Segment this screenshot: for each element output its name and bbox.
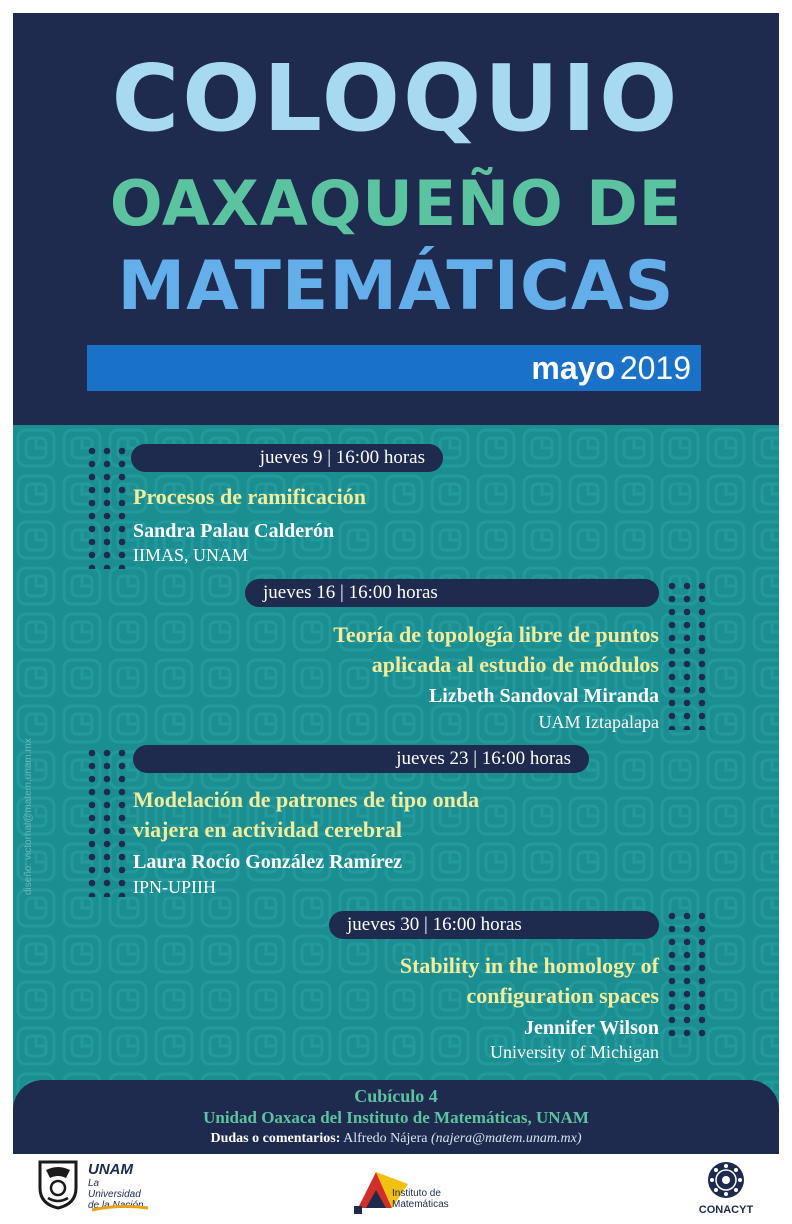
logo-strip — [0, 1154, 792, 1224]
dot — [119, 461, 126, 468]
session-3-affiliation: IPN-UPIIH — [133, 877, 216, 897]
dot — [684, 939, 691, 946]
dot — [684, 661, 691, 668]
unam-wordmark: UNAM — [88, 1161, 133, 1178]
dot — [699, 622, 706, 629]
dot — [89, 500, 96, 507]
dot — [669, 609, 676, 616]
dot — [119, 880, 126, 887]
dot — [699, 952, 706, 959]
dot — [104, 867, 111, 874]
dot — [669, 926, 676, 933]
dot — [89, 448, 96, 455]
dot — [684, 965, 691, 972]
dot — [119, 815, 126, 822]
footer-band — [13, 1080, 779, 1154]
dot — [104, 565, 111, 569]
dot — [119, 474, 126, 481]
dot — [89, 513, 96, 520]
session-3-speaker: Laura Rocío González Ramírez — [133, 851, 403, 873]
program-area — [13, 425, 779, 1145]
dot — [119, 500, 126, 507]
dot — [119, 487, 126, 494]
session-1-affiliation: IIMAS, UNAM — [133, 545, 249, 565]
dot — [89, 880, 96, 887]
dot — [89, 461, 96, 468]
dot — [104, 880, 111, 887]
dot — [89, 841, 96, 848]
dot — [684, 687, 691, 694]
dot — [104, 750, 111, 757]
dot — [104, 893, 111, 897]
dot — [89, 802, 96, 809]
dot — [669, 1004, 676, 1011]
dot — [89, 815, 96, 822]
dot — [104, 474, 111, 481]
dot — [684, 991, 691, 998]
dot — [684, 1017, 691, 1024]
session-1-title-line-1: Procesos de ramificación — [133, 484, 366, 509]
dot — [669, 913, 676, 920]
header-band — [13, 13, 779, 425]
dot — [669, 674, 676, 681]
dot — [684, 674, 691, 681]
unam-wordmark-logo — [88, 1162, 166, 1212]
dot — [104, 763, 111, 770]
dot — [669, 648, 676, 655]
dot — [669, 978, 676, 985]
year-label: 2019 — [619, 350, 691, 386]
session-2-speaker: Lizbeth Sandoval Miranda — [428, 685, 659, 707]
dot — [104, 854, 111, 861]
conacyt-label: CONACYT — [698, 1204, 754, 1216]
dot — [684, 583, 691, 590]
dot — [684, 952, 691, 959]
dot — [89, 539, 96, 546]
dot — [119, 789, 126, 796]
dot — [89, 565, 96, 569]
contact-name: Alfredo Nájera — [343, 1131, 428, 1146]
unam-underline-swoosh — [90, 1204, 150, 1212]
dot — [699, 635, 706, 642]
dot — [89, 487, 96, 494]
dot — [669, 726, 676, 730]
dot — [119, 526, 126, 533]
session-4-speaker: Jennifer Wilson — [523, 1017, 659, 1039]
dot — [699, 661, 706, 668]
dot — [119, 828, 126, 835]
dot — [119, 802, 126, 809]
dot — [104, 815, 111, 822]
dot — [89, 867, 96, 874]
dot — [104, 828, 111, 835]
session-3-date: jueves 23 | 16:00 horas — [396, 748, 571, 769]
dot — [669, 661, 676, 668]
dot — [119, 867, 126, 874]
dot — [669, 596, 676, 603]
dot — [89, 854, 96, 861]
contact-line — [13, 1131, 779, 1147]
dot — [684, 713, 691, 720]
dot — [699, 583, 706, 590]
dot — [104, 461, 111, 468]
dot-cluster-1 — [85, 445, 131, 569]
im-line-2: Matemáticas — [392, 1199, 449, 1210]
session-3-title-line-2: viajera en actividad cerebral — [133, 817, 403, 842]
contact-label: Dudas o comentarios: — [210, 1131, 341, 1146]
dot — [699, 1017, 706, 1024]
session-2-date: jueves 16 | 16:00 horas — [263, 582, 438, 603]
dot — [684, 622, 691, 629]
dot — [699, 674, 706, 681]
dot — [699, 1004, 706, 1011]
session-2-date-pill — [245, 579, 659, 607]
dot — [699, 965, 706, 972]
dot — [104, 500, 111, 507]
session-1-date: jueves 9 | 16:00 horas — [259, 447, 425, 468]
unam-shield-logo — [36, 1158, 80, 1210]
dot — [669, 991, 676, 998]
dot — [669, 583, 676, 590]
dot — [119, 841, 126, 848]
dot — [119, 448, 126, 455]
dot — [119, 776, 126, 783]
session-3-title-line-1: Modelación de patrones de tipo onda — [133, 787, 480, 812]
im-label — [392, 1188, 449, 1210]
month-label: mayo — [531, 350, 615, 386]
session-1-title — [133, 482, 366, 512]
dot-cluster-3 — [85, 747, 131, 897]
unam-motto: La Universidad de la Nación — [88, 1178, 144, 1211]
title-line-3: MATEMÁTICAS — [117, 247, 675, 326]
dot — [699, 978, 706, 985]
session-3-date-pill — [133, 745, 589, 773]
session-3-title — [133, 785, 479, 845]
dot — [104, 776, 111, 783]
date-bar — [87, 345, 701, 391]
dot — [669, 939, 676, 946]
session-4-title-line-1: Stability in the homology of — [399, 953, 659, 978]
dot — [669, 952, 676, 959]
dot — [104, 448, 111, 455]
dot — [684, 596, 691, 603]
dot — [699, 913, 706, 920]
dot — [699, 609, 706, 616]
dot — [89, 750, 96, 757]
dot — [699, 687, 706, 694]
dot — [119, 552, 126, 559]
session-4-title-line-2: configuration spaces — [466, 983, 659, 1008]
conacyt-emblem-logo — [706, 1160, 746, 1200]
dot — [699, 991, 706, 998]
session-2-title — [333, 620, 659, 680]
dot — [684, 609, 691, 616]
dot — [104, 539, 111, 546]
dot — [89, 552, 96, 559]
dot — [89, 474, 96, 481]
session-1-speaker: Sandra Palau Calderón — [133, 520, 335, 542]
dot — [104, 526, 111, 533]
dot — [119, 763, 126, 770]
dot — [699, 596, 706, 603]
session-2-title-line-2: aplicada al estudio de módulos — [371, 652, 659, 677]
session-2-affiliation: UAM Iztapalapa — [538, 712, 659, 732]
title-line-1: COLOQUIO — [111, 45, 681, 152]
session-4-title — [400, 951, 659, 1011]
contact-email-link[interactable]: (najera@matem.unam.mx) — [430, 1131, 582, 1146]
dot — [104, 487, 111, 494]
dot — [104, 789, 111, 796]
dot — [699, 1030, 706, 1037]
session-4-date-pill — [329, 911, 659, 939]
dot — [89, 789, 96, 796]
venue-institution: Unidad Oaxaca del Instituto de Matemáticas, UNAM — [203, 1108, 589, 1127]
dot — [699, 726, 706, 730]
design-credit: diseño: victorhal@matem.unam.mx — [23, 738, 34, 895]
dot — [684, 635, 691, 642]
dot — [684, 648, 691, 655]
dot — [699, 700, 706, 707]
dot — [119, 854, 126, 861]
dot-cluster-4 — [665, 910, 711, 1045]
dot — [119, 513, 126, 520]
session-1-date-pill — [131, 444, 443, 472]
dot — [119, 893, 126, 897]
dot — [699, 648, 706, 655]
dot — [699, 939, 706, 946]
dot — [669, 622, 676, 629]
dot — [669, 700, 676, 707]
dot — [104, 552, 111, 559]
dot — [684, 926, 691, 933]
dot — [119, 750, 126, 757]
dot — [684, 726, 691, 730]
dot — [89, 763, 96, 770]
im-line-1: Instituto de — [392, 1188, 441, 1199]
dot — [669, 965, 676, 972]
venue-room: Cubículo 4 — [354, 1086, 438, 1106]
dot — [684, 700, 691, 707]
dot — [669, 1030, 676, 1037]
dot — [684, 978, 691, 985]
dot — [119, 565, 126, 569]
dot — [104, 513, 111, 520]
dot — [104, 841, 111, 848]
title-line-2: OAXAQUEÑO DE — [109, 167, 683, 240]
dot — [89, 526, 96, 533]
dot — [89, 893, 96, 897]
dot — [669, 1017, 676, 1024]
dot — [669, 713, 676, 720]
dot — [684, 1004, 691, 1011]
dot — [104, 802, 111, 809]
dot-cluster-2 — [665, 580, 711, 730]
dot — [699, 926, 706, 933]
dot — [669, 635, 676, 642]
dot — [119, 539, 126, 546]
session-2-title-line-1: Teoría de topología libre de puntos — [333, 622, 659, 647]
dot — [699, 713, 706, 720]
dot — [669, 687, 676, 694]
dot — [89, 776, 96, 783]
dot — [684, 1030, 691, 1037]
session-4-affiliation: University of Michigan — [490, 1042, 659, 1062]
dot — [89, 828, 96, 835]
dot — [684, 913, 691, 920]
session-4-date: jueves 30 | 16:00 horas — [347, 914, 522, 935]
